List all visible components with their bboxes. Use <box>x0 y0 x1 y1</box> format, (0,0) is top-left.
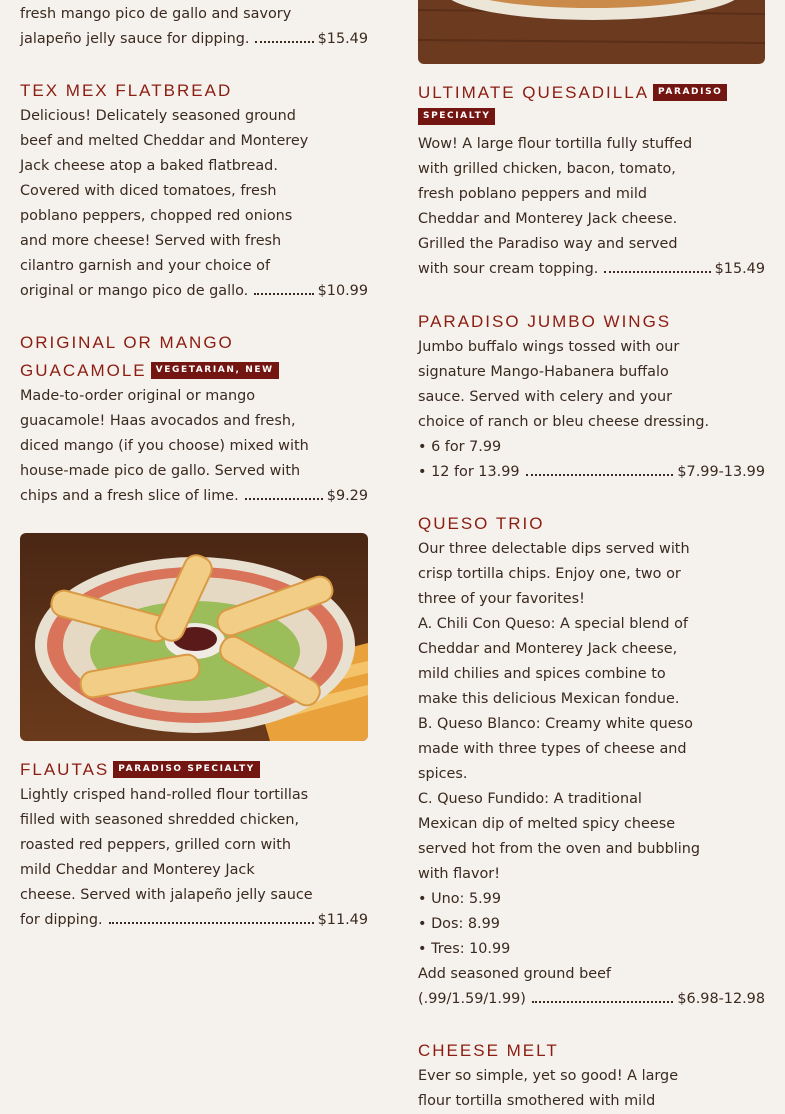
price-line: jalapeño jelly sauce for dipping. $15.49 <box>20 27 368 52</box>
price-line: for dipping. $11.49 <box>20 908 368 933</box>
item-description: Delicious! Delicately seasoned ground beef and melted Cheddar and Monterey Jack cheese atop a baked flatbread. Covered with diced tomatoes, fresh poblano peppers, chopped red onions and more cheese! Served with fresh cilantro garnish and your choice of <box>20 108 309 275</box>
flautas-plate-image <box>20 533 368 741</box>
menu-item-cheese-melt <box>418 1036 765 1114</box>
price-line: (.99/1.59/1.99) $6.98-12.98 <box>418 987 765 1012</box>
item-title-line2: GUACAMOLE VEGETARIAN, NEW <box>20 356 368 384</box>
quesadilla-photo <box>418 0 765 64</box>
item-description: Jumbo buffalo wings tossed with our signature Mango-Habanera buffalo sauce. Served with celery and your choice of ranch or bleu cheese dressing. • 6 for 7.99 <box>418 339 710 456</box>
item-description: Wow! A large flour tortilla fully stuffed with grilled chicken, bacon, tomato, fresh poblano peppers and mild Cheddar and Monterey Jack cheese. Grilled the Paradiso way and served <box>418 136 693 253</box>
dot-leader <box>526 474 674 476</box>
item-title: PARADISO JUMBO WINGS <box>418 312 672 332</box>
paradiso-specialty-badge: PARADISO <box>653 84 727 101</box>
dot-leader <box>254 293 313 295</box>
paradiso-specialty-badge: PARADISO SPECIALTY <box>113 761 260 778</box>
item-title: ULTIMATE QUESADILLA PARADISO <box>418 78 765 106</box>
dot-leader <box>109 922 314 924</box>
menu-item-tex-mex-flatbread <box>20 76 368 304</box>
item-title: ORIGINAL OR MANGO <box>20 333 234 353</box>
dot-leader <box>604 271 710 273</box>
item-price: $7.99-13.99 <box>677 464 765 481</box>
dot-leader <box>255 41 313 43</box>
menu-item-jumbo-wings <box>418 307 765 485</box>
item-title: TEX MEX FLATBREAD <box>20 81 233 101</box>
menu-item-queso-trio <box>418 509 765 1012</box>
item-description: Lightly crisped hand-rolled flour tortillas filled with seasoned shredded chicken, roasted red peppers, grilled corn with mild Cheddar and Monterey Jack cheese. Served with jalapeño jelly sauce <box>20 787 313 904</box>
item-price: $15.49 <box>317 31 368 47</box>
item-price: $11.49 <box>317 912 368 929</box>
item-title: FLAUTAS PARADISO SPECIALTY <box>20 755 368 783</box>
dot-leader <box>245 498 323 500</box>
item-price: $9.29 <box>326 488 368 505</box>
price-line: with sour cream topping. $15.49 <box>418 257 765 282</box>
quesadilla-plate-image <box>418 0 765 64</box>
price-line: original or mango pico de gallo. $10.99 <box>20 279 368 304</box>
item-price: $6.98-12.98 <box>677 991 765 1008</box>
item-description: fresh mango pico de gallo and savory <box>20 6 292 22</box>
menu-item-flautas <box>20 755 368 933</box>
dot-leader <box>532 1001 674 1003</box>
price-line: • 12 for 13.99 $7.99-13.99 <box>418 460 765 485</box>
item-price: $10.99 <box>317 283 368 300</box>
price-line: chips and a fresh slice of lime. $9.29 <box>20 484 368 509</box>
item-description: Made-to-order original or mango guacamole! Haas avocados and fresh, diced mango (if you choose) mixed with house-made pico de gallo. Served with <box>20 388 309 480</box>
item-price: $15.49 <box>714 261 765 278</box>
menu-item-ultimate-quesadilla <box>418 78 765 282</box>
menu-item-previous <box>20 2 368 52</box>
badge-continuation <box>418 104 765 128</box>
item-description: Our three delectable dips served with crisp tortilla chips. Enjoy one, two or three of your favorites! A. Chili Con Queso: A special blend of Cheddar and Monterey Jack cheese, mild chilies and spices combine to make this delicious Mexican fondue. B. Queso Blanco: Creamy white queso made with three types of cheese and spices. C. Queso Fundido: A traditional Mexican dip of melted spicy cheese served hot from the oven and bubbling with flavor! • Uno: 5.99 • Dos: 8.99 • Tres: 10.99 Add seasoned ground beef <box>418 541 701 983</box>
item-description: Ever so simple, yet so good! A large flour tortilla smothered with mild <box>418 1068 679 1110</box>
flautas-photo <box>20 533 368 741</box>
specialty-badge: SPECIALTY <box>418 108 495 125</box>
vegetarian-new-badge: VEGETARIAN, NEW <box>151 362 279 379</box>
item-title: QUESO TRIO <box>418 514 545 534</box>
item-title: CHEESE MELT <box>418 1041 559 1061</box>
menu-item-guacamole <box>20 328 368 509</box>
